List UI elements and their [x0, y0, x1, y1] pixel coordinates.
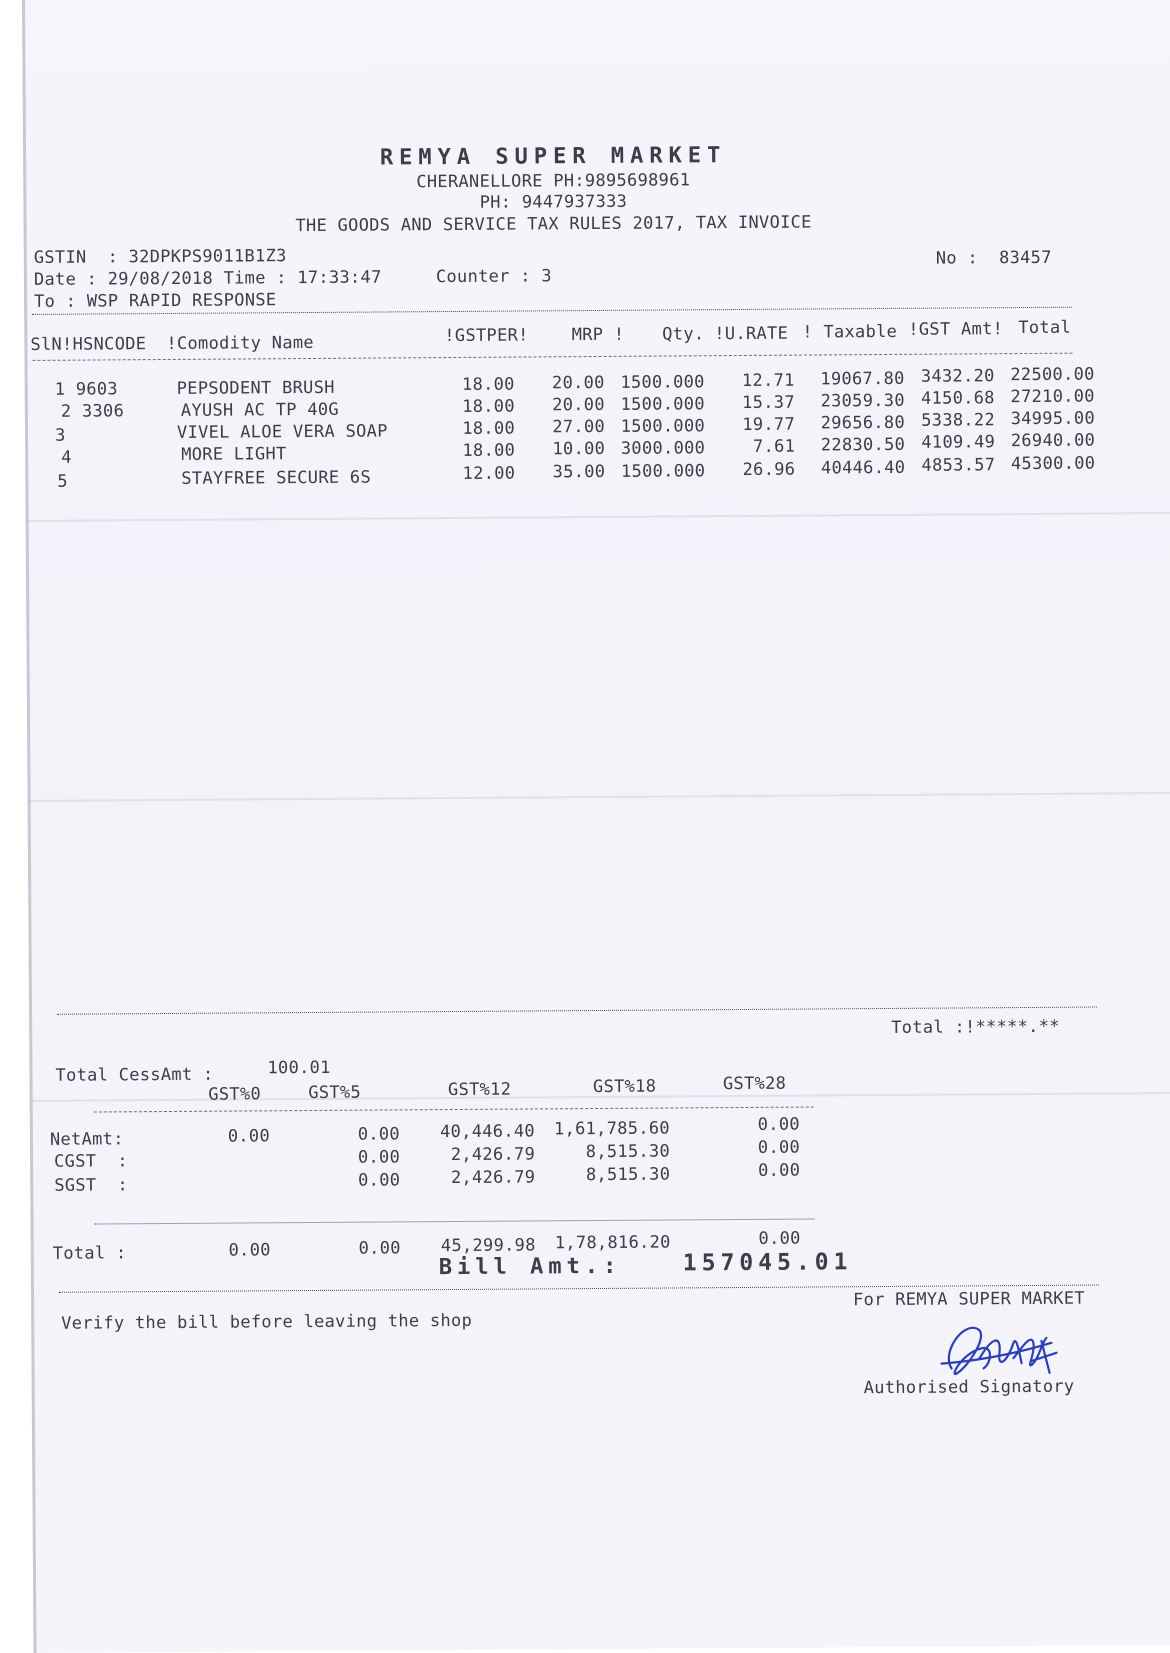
date-time: Date : 29/08/2018 Time : 17:33:47 [33, 267, 382, 290]
row-mrp: 27.00 [552, 416, 606, 438]
total-gst18: 1,78,816.20 [554, 1232, 671, 1254]
row-qty: 1500.000 [620, 461, 706, 482]
fold-line [26, 512, 1170, 522]
gst-slab-header: GST%18 [592, 1076, 657, 1098]
col-total: Total [1018, 317, 1072, 339]
invoice-number: No : 83457 [935, 247, 1052, 269]
sgst-gst28: 0.00 [757, 1160, 801, 1181]
store-phone: PH: 9447937333 [479, 191, 628, 213]
total-gst5: 0.00 [358, 1238, 401, 1259]
for-store-label: For REMYA SUPER MARKET [853, 1288, 1085, 1311]
gstin: GSTIN : 32DPKPS9011B1Z3 [33, 246, 287, 268]
netamt-gst5: 0.00 [357, 1124, 400, 1145]
row-mrp: 10.00 [552, 438, 606, 460]
row-taxable: 29656.80 [820, 412, 906, 434]
row-name: PEPSODENT BRUSH [176, 377, 335, 399]
row-sl: 5 [57, 471, 68, 492]
row-name: AYUSH AC TP 40G [180, 399, 339, 421]
row-name: STAYFREE SECURE 6S [181, 467, 372, 489]
summary-rule [57, 1007, 1097, 1015]
row-qty: 3000.000 [620, 438, 706, 459]
invoice-title: THE GOODS AND SERVICE TAX RULES 2017, TAX INVOICE [295, 212, 812, 237]
row-gstamt: 3432.20 [920, 366, 995, 387]
row-urate: 26.96 [742, 459, 796, 480]
row-total: 27210.00 [1010, 386, 1095, 408]
summary-row-label: NetAmt: [49, 1129, 124, 1150]
row-sl: 1 9603 [54, 379, 119, 400]
netamt-gst28: 0.00 [757, 1114, 800, 1135]
row-urate: 15.37 [742, 392, 795, 413]
col-gst: !GSTPER! [444, 325, 529, 347]
row-taxable: 40446.40 [820, 457, 906, 479]
row-urate: 12.71 [741, 370, 795, 391]
grand-total-masked: Total :!*****.** [891, 1016, 1060, 1038]
row-total: 26940.00 [1010, 430, 1096, 452]
row-mrp: 35.00 [552, 461, 606, 483]
row-urate: 7.61 [752, 436, 796, 457]
gst-slab-header: GST%0 [208, 1084, 262, 1105]
bill-amount-label: Bill Amt.: [438, 1253, 622, 1281]
counter: Counter : 3 [435, 266, 552, 288]
row-taxable: 19067.80 [820, 368, 905, 390]
row-total: 22500.00 [1010, 364, 1095, 386]
cgst-gst18: 8,515.30 [585, 1141, 671, 1163]
col-urate: !U.RATE [714, 323, 789, 345]
row-taxable: 23059.30 [820, 390, 905, 412]
row-gst: 12.00 [462, 463, 516, 484]
row-name: MORE LIGHT [181, 444, 287, 465]
total-gst0: 0.00 [228, 1240, 271, 1261]
col-name: !Comodity Name [166, 332, 314, 354]
bill-amount-value: 157045.01 [682, 1249, 853, 1277]
cgst-gst12: 2,426.79 [450, 1144, 536, 1166]
netamt-gst18: 1,61,785.60 [553, 1118, 670, 1140]
sgst-gst18: 8,515.30 [585, 1164, 671, 1186]
col-gstamt: !GST Amt! [908, 319, 1004, 340]
customer-to: To : WSP RAPID RESPONSE [34, 290, 277, 312]
row-sl: 4 [61, 447, 72, 468]
gst-slab-header: GST%28 [722, 1073, 787, 1095]
row-total: 45300.00 [1010, 453, 1096, 475]
sgst-gst5: 0.00 [358, 1170, 401, 1191]
row-gst: 18.00 [462, 418, 516, 439]
row-total: 34995.00 [1010, 408, 1096, 430]
store-address: CHERANELLORE PH:9895698961 [416, 170, 691, 193]
total-gst28: 0.00 [758, 1228, 801, 1249]
row-mrp: 20.00 [552, 394, 605, 416]
cgst-gst28: 0.00 [757, 1137, 801, 1158]
summary-row-label: CGST : [54, 1151, 128, 1172]
store-name: REMYA SUPER MARKET [379, 143, 727, 171]
col-qty: Qty. [662, 324, 705, 345]
row-gstamt: 4109.49 [921, 432, 996, 453]
col-mrp: MRP ! [571, 324, 625, 346]
cess-value: 100.01 [267, 1057, 331, 1079]
summary-total-label: Total : [52, 1243, 127, 1264]
row-name: VIVEL ALOE VERA SOAP [176, 421, 388, 443]
cess-label: Total CessAmt : [55, 1064, 214, 1086]
row-urate: 19.77 [742, 414, 796, 435]
col-taxable: ! Taxable [802, 321, 898, 343]
row-gst: 18.00 [461, 374, 515, 395]
row-gstamt: 4853.57 [921, 455, 996, 476]
row-gstamt: 4150.68 [920, 388, 995, 409]
invoice-paper [22, 0, 1170, 1653]
row-qty: 1500.000 [620, 416, 706, 437]
row-qty: 1500.000 [620, 372, 705, 393]
row-qty: 1500.000 [620, 394, 705, 415]
row-mrp: 20.00 [551, 372, 605, 394]
col-sl-hsn: SlN!HSNCODE [30, 334, 147, 355]
row-gst: 18.00 [462, 440, 516, 461]
gst-slab-header: GST%5 [308, 1082, 362, 1104]
totals-rule [95, 1218, 815, 1224]
total-gst12: 45,299.98 [440, 1235, 536, 1257]
gst-slab-header: GST%12 [447, 1079, 512, 1101]
cgst-gst5: 0.00 [357, 1147, 401, 1168]
table-header-rule [33, 353, 1073, 361]
row-sl: 2 3306 [60, 401, 125, 422]
sgst-gst12: 2,426.79 [450, 1167, 536, 1189]
row-sl: 3 [54, 425, 66, 446]
summary-row-label: SGST : [54, 1175, 129, 1196]
verify-note: Verify the bill before leaving the shop [61, 1310, 473, 1334]
netamt-gst12: 40,446.40 [440, 1121, 535, 1143]
authorised-signatory: Authorised Signatory [863, 1376, 1075, 1399]
gst-header-rule [94, 1106, 814, 1112]
row-taxable: 22830.50 [820, 434, 906, 456]
netamt-gst0: 0.00 [227, 1126, 271, 1147]
row-gstamt: 5338.22 [921, 410, 996, 431]
row-gst: 18.00 [462, 396, 515, 417]
fold-line [28, 792, 1170, 802]
